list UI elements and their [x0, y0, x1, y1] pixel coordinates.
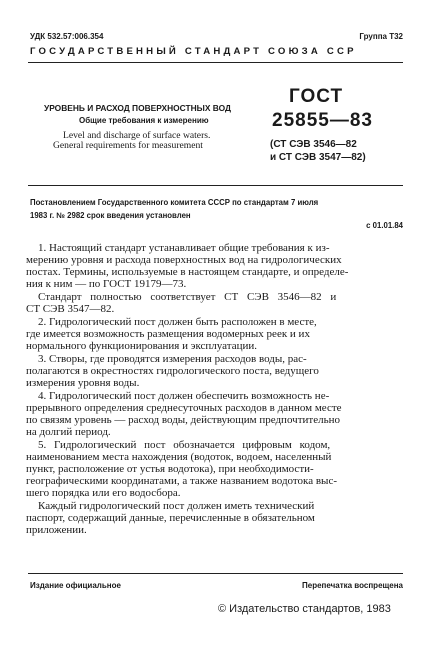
decree-line2: 1983 г. № 2982 срок введения установлен: [30, 211, 191, 220]
body-line: нормального функционирования и эксплуатации.: [26, 340, 257, 352]
effective-date: с 01.01.84: [366, 221, 403, 230]
title-ru-main: УРОВЕНЬ И РАСХОД ПОВЕРХНОСТНЫХ ВОД: [44, 103, 231, 113]
body-line: 3. Створы, где проводятся измерения расходов воды, рас-: [38, 353, 307, 365]
body-line: пункт, расположение от устья водотока), при необходимости-: [26, 463, 314, 475]
body-line: полагаются в окрестностях гидрологического поста, ведущего: [26, 365, 319, 377]
title-en-line2: General requirements for measurement: [53, 140, 203, 151]
body-line: СТ СЭВ 3547—82.: [26, 303, 115, 315]
body-line: прерывного определения среднесуточных расходов в данном месте: [26, 402, 342, 414]
body-line: Каждый гидрологический пост должен иметь технический: [38, 500, 315, 512]
title-en-line1: Level and discharge of surface waters.: [63, 130, 211, 141]
gost-label: ГОСТ: [289, 86, 344, 107]
body-line: ния к ним — по ГОСТ 19179—73.: [26, 278, 187, 290]
edition-official: Издание официальное: [30, 581, 121, 590]
body-line: 4. Гидрологический пост должен обеспечить возможность не-: [38, 390, 330, 402]
body-line: 2. Гидрологический пост должен быть расположен в месте,: [38, 316, 317, 328]
body-line: мерению уровня и расхода поверхностных вод на гидрологических: [26, 254, 342, 266]
body-line: паспорт, содержащий данные, перечисленные в обязательном: [26, 512, 315, 524]
copyright: © Издательство стандартов, 1983: [218, 603, 391, 615]
group-code: Группа Т32: [359, 32, 403, 41]
gost-number: 25855—83: [272, 110, 373, 131]
body-line: шего порядка или его водосбора.: [26, 487, 181, 499]
body-line: наименованием места нахождения (водоток, водоем, населенный: [26, 451, 332, 463]
body-line: приложении.: [26, 524, 87, 536]
bottom-rule: [28, 573, 403, 574]
body-line: на долгий период.: [26, 426, 111, 438]
standard-banner: ГОСУДАРСТВЕННЫЙ СТАНДАРТ СОЮЗА ССР: [30, 46, 357, 57]
sev-line1: (СТ СЭВ 3546—82: [270, 139, 357, 150]
body-line: по связям уровень — расход воды, действующим предпочтительно: [26, 414, 340, 426]
title-ru-sub: Общие требования к измерению: [79, 116, 209, 125]
body-line: 5. Гидрологический пост обозначается цифровым кодом,: [38, 439, 331, 451]
body-line: Стандарт полностью соответствует СТ СЭВ 3546—82 и: [38, 291, 337, 303]
decree-line1: Постановлением Государственного комитета СССР по стандартам 7 июля: [30, 198, 319, 207]
middle-rule: [28, 185, 403, 186]
reprint-prohibited: Перепечатка воспрещена: [302, 581, 403, 590]
top-rule: [28, 62, 403, 63]
body-line: 1. Настоящий стандарт устанавливает общие требования к из-: [38, 242, 330, 254]
udk-code: УДК 532.57:006.354: [30, 32, 104, 41]
sev-line2: и СТ СЭВ 3547—82): [270, 152, 366, 163]
body-line: где имеется возможность размещения водомерных реек и их: [26, 328, 310, 340]
body-line: измерения уровня воды.: [26, 377, 140, 389]
body-line: постах. Термины, используемые в настоящем стандарте, и определе-: [26, 266, 349, 278]
body-line: географическими координатами, а также названием водотока выс-: [26, 475, 337, 487]
